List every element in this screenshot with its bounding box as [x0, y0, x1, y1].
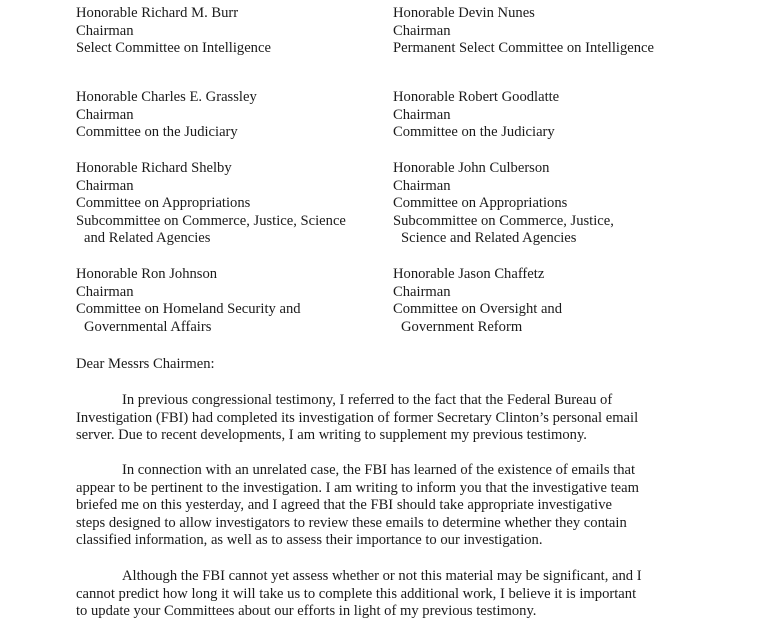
addressee-title: Chairman	[393, 106, 451, 123]
paragraph-line: Although the FBI cannot yet assess whether or not this material may be significant, and I	[122, 568, 642, 584]
salutation: Dear Messrs Chairmen:	[76, 356, 215, 372]
addressee-committee-cont: Governmental Affairs	[84, 318, 212, 335]
addressee-committee: Committee on Appropriations	[76, 195, 251, 212]
addressee-left	[76, 5, 271, 58]
addressee-subcommittee: Subcommittee on Commerce, Justice,	[393, 212, 614, 229]
addressee-committee: Committee on the Judiciary	[393, 124, 555, 141]
addressee-title: Chairman	[393, 22, 451, 39]
addressee-subcommittee-cont: Science and Related Agencies	[401, 230, 577, 247]
addressee-title: Chairman	[76, 106, 134, 123]
addressee-subcommittee: Subcommittee on Commerce, Justice, Science	[76, 212, 346, 229]
paragraph-line: briefed me on this yesterday, and I agreed that the FBI should take appropriate investigative	[76, 497, 613, 514]
addressee-name: Honorable Devin Nunes	[393, 5, 535, 21]
addressee-title: Chairman	[393, 177, 451, 194]
addressee-committee: Committee on Oversight and	[393, 301, 563, 318]
addressee-right	[393, 5, 654, 58]
addressee-name: Honorable Richard Shelby	[76, 160, 232, 176]
body-paragraph	[76, 392, 676, 445]
paragraph-line: In previous congressional testimony, I referred to the fact that the Federal Bureau of	[122, 392, 613, 408]
paragraph-line: classified information, as well as to assess their importance to our investigation.	[76, 532, 543, 549]
addressee-name: Honorable Robert Goodlatte	[393, 89, 560, 105]
addressee-name: Honorable Jason Chaffetz	[393, 266, 545, 282]
addressee-committee: Permanent Select Committee on Intelligence	[393, 40, 654, 57]
addressee-name: Honorable Charles E. Grassley	[76, 89, 257, 105]
paragraph-line: In connection with an unrelated case, the FBI has learned of the existence of emails that	[122, 462, 636, 478]
paragraph-line: server. Due to recent developments, I am writing to supplement my previous testimony.	[76, 427, 587, 444]
addressee-committee: Committee on Appropriations	[393, 195, 568, 212]
body-paragraph	[76, 462, 676, 550]
addressee-left	[76, 266, 301, 336]
addressee-title: Chairman	[393, 283, 451, 300]
addressee-title: Chairman	[76, 177, 134, 194]
addressee-right	[393, 89, 559, 142]
addressee-committee: Committee on the Judiciary	[76, 124, 238, 141]
addressee-subcommittee-cont: and Related Agencies	[84, 230, 211, 247]
addressee-name: Honorable Richard M. Burr	[76, 5, 239, 21]
body-paragraph	[76, 568, 676, 621]
addressee-committee-cont: Government Reform	[401, 318, 523, 335]
addressee-title: Chairman	[76, 22, 134, 39]
addressee-title: Chairman	[76, 283, 134, 300]
addressee-committee: Select Committee on Intelligence	[76, 40, 271, 57]
addressee-left	[76, 89, 257, 142]
paragraph-line: appear to be pertinent to the investigation. I am writing to inform you that the investigative team	[76, 479, 639, 496]
addressee-name: Honorable Ron Johnson	[76, 266, 218, 282]
paragraph-line: to update your Committees about our efforts in light of my previous testimony.	[76, 603, 537, 620]
paragraph-line: cannot predict how long it will take us to complete this additional work, I believe it is important	[76, 585, 637, 602]
addressee-left	[76, 160, 346, 248]
addressee-right	[393, 160, 614, 248]
addressee-committee: Committee on Homeland Security and	[76, 301, 301, 318]
addressee-name: Honorable John Culberson	[393, 160, 550, 176]
paragraph-line: steps designed to allow investigators to review these emails to determine whether they contain	[76, 514, 627, 531]
addressee-right	[393, 266, 562, 336]
paragraph-line: Investigation (FBI) had completed its investigation of former Secretary Clinton’s personal email	[76, 409, 639, 426]
